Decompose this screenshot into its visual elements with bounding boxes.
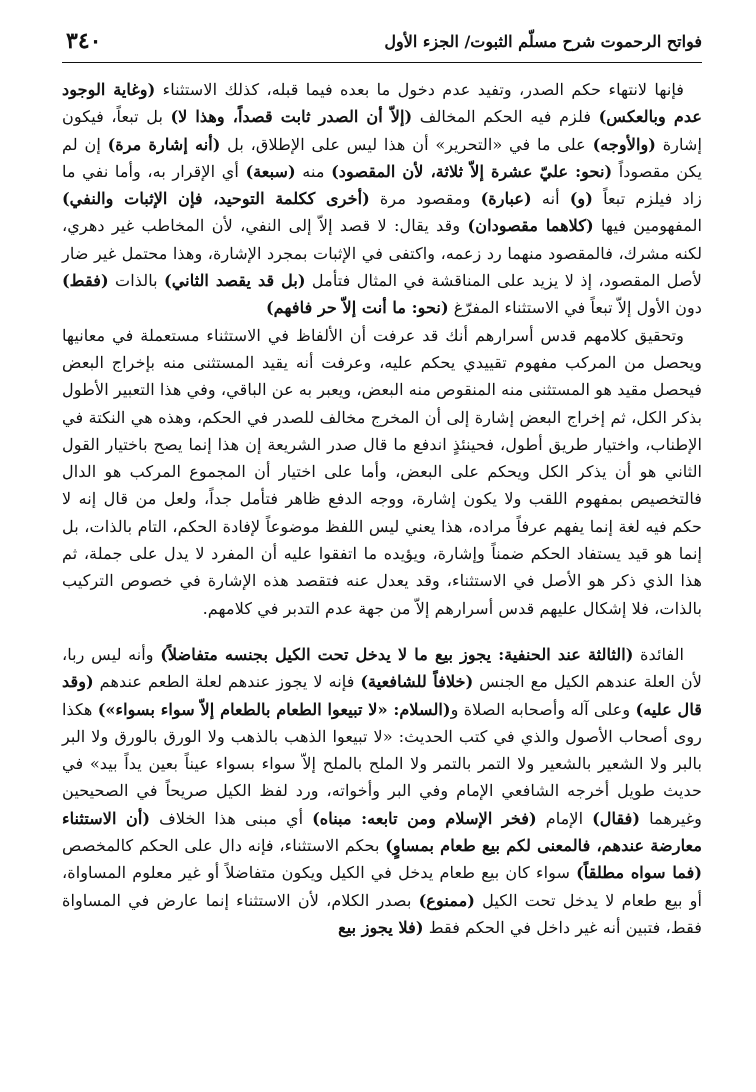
- bold-matn-text: (فلا يجوز بيع: [338, 917, 424, 937]
- commentary-text: دون الأول إلاّ تبعاً في الاستثناء المفرّغ: [448, 298, 702, 318]
- page-header: [62, 30, 702, 64]
- bold-matn-text: (بل قد يقصد الثاني): [164, 271, 306, 291]
- bold-matn-text: (ممنوع): [418, 890, 475, 910]
- bold-matn-text: (سبعة): [245, 161, 296, 181]
- commentary-text: وأنه ليس ربا، لأن العلة عندهم الكيل مع الجنس: [62, 644, 702, 692]
- commentary-text: بالذات: [108, 271, 165, 291]
- bold-matn-text: (فما سواه مطلقاً): [576, 863, 703, 883]
- commentary-text: أي الإقرار به، وأما نفي ما زاد فيلزم تبعاً: [62, 161, 702, 209]
- bold-matn-text: (و): [569, 189, 593, 209]
- commentary-text: فلزم فيه الحكم المخالف: [412, 107, 599, 127]
- bold-matn-text: (أنه إشارة مرة): [107, 134, 221, 154]
- commentary-text: فإنه لا يجوز عندهم لعلة الطعم عندهم: [93, 672, 361, 692]
- commentary-text: وعلى آله وأصحابه الصلاة و: [450, 699, 636, 719]
- commentary-text: الإمام: [536, 808, 593, 828]
- body-paragraph: [62, 76, 702, 322]
- page-body: [62, 76, 702, 941]
- commentary-text: فإنها لانتهاء حكم الصدر، وتفيد عدم دخول ما بعده فيما قبله، كذلك الاستثناء: [155, 80, 684, 99]
- bold-matn-text: (خلافاً للشافعية): [360, 672, 474, 692]
- commentary-text: على ما في «التحرير» أن هذا ليس على الإطلاق، بل: [220, 134, 593, 154]
- bold-matn-text: (أخرى ككلمة التوحيد، فإن الإثبات والنفي): [62, 189, 370, 209]
- bold-matn-text: (أن الاستثناء معارضة عندهم، فالمعنى لكم بيع طعام بمساوٍ): [62, 808, 702, 856]
- body-paragraph: [62, 641, 702, 941]
- commentary-text: وقد يقال: لا قصد إلاّ إلى النفي، لأن المخاطب غير دهري، لكنه مشرك، فالمقصود منهما رد زعمه، واكتفى في الإثبات بمجرد الإشارة، وهذا محتمل غير ضار لأصل المقصود، إذ لا يزيد على المناقشة في المثال فتأمل: [62, 216, 702, 291]
- bold-matn-text: (فقط): [62, 271, 109, 291]
- bold-matn-text: (وغاية الوجود عدم وبالعكس): [62, 80, 703, 127]
- bold-matn-text: (وقد قال عليه): [62, 672, 702, 719]
- commentary-text: بحكم الاستثناء، فإنه دال على الحكم كالمخصص: [62, 836, 386, 856]
- bold-matn-text: (السلام: «لا تبيعوا الطعام بالطعام إلاّ سواء بسواء»): [97, 699, 451, 719]
- bold-matn-text: (الثالثة عند الحنفية: يجوز بيع ما لا يدخل تحت الكيل بجنسه متفاضلاً): [160, 644, 634, 664]
- body-paragraph: [62, 322, 702, 622]
- commentary-text: أي مبنى هذا الخلاف: [150, 808, 313, 828]
- bold-matn-text: (فخر الإسلام ومن تابعه: مبناه): [312, 808, 537, 828]
- commentary-text: الفائدة: [633, 644, 685, 664]
- commentary-text: بصدر الكلام، لأن الاستثناء إنما عارض في المساواة فقط، فتبين أنه غير داخل في الحكم فقط: [62, 890, 702, 937]
- page-number: ٣٤٠: [66, 28, 102, 54]
- commentary-text: المفهومين فيها: [593, 216, 702, 236]
- bold-matn-text: (إلاّ أن الصدر ثابت قصداً، وهذا لا): [170, 107, 413, 127]
- document-page: [62, 30, 702, 941]
- commentary-text: سواء كان بيع طعام يدخل في الكيل ويكون متفاضلاً أو غير معلوم المساواة، أو بيع طعام لا يدخل تحت الكيل: [62, 863, 702, 910]
- bold-matn-text: (كلاهما مقصودان): [467, 216, 594, 236]
- commentary-text: بل تبعاً، فيكون إشارة: [62, 107, 702, 154]
- header-rule: [62, 62, 702, 63]
- bold-matn-text: (نحو: عليّ عشرة إلاّ ثلاثة، لأن المقصود): [331, 161, 613, 181]
- commentary-text: أنه: [531, 189, 570, 209]
- bold-matn-text: (نحو: ما أنت إلاّ حر فافهم): [266, 298, 449, 318]
- commentary-text: منه: [295, 161, 332, 181]
- bold-matn-text: (والأوجه): [592, 134, 656, 154]
- bold-matn-text: (فقال): [592, 808, 641, 828]
- running-title: فواتح الرحموت شرح مسلّم الثبوت/ الجزء الأول: [384, 32, 702, 51]
- commentary-text: إن لم يكن مقصوداً: [62, 134, 703, 181]
- bold-matn-text: (عبارة): [480, 189, 532, 209]
- commentary-text: هكذا روى أصحاب الأصول والذي في كتب الحديث: «لا تبيعوا الذهب بالذهب ولا الورق بالورق ولا البر بالبر ولا الشعير بالشعير ولا التمر بالتمر ولا الملح بالملح إلاّ سواء بسواء عيناً بعين يداً بيد» في حديث طويل أخرجه الشافعي الإمام وفي البر وأخواته، ورد لفظ الكيل صريحاً في الصحيحين وغيرهما: [62, 699, 702, 828]
- commentary-text: وتحقيق كلامهم قدس أسرارهم أنك قد عرفت أن الألفاظ في الاستثناء مستعملة في معانيها ويحصل من المركب مفهوم تقييدي يحكم عليه، وعرفت أنه يقيد المستثنى منه بإخراج البعض فيحصل مقيد هو المستثنى منه المنقوص منه البعض، ويعبر به عن الباقي، وفي هذا التعبير الأطول بذكر الكل، ثم إخراج البعض إشارة إلى أن المخرج مخالف للصدر في الحكم، وهذه هي النكتة في الإطناب، واختيار طريق أطول، فحينئذٍ اندفع ما قال صدر الشريعة إن هذا إنما يصح باختيار القول الثاني هو أن يذكر الكل ويحكم على البعض، وأما على اختيار أن المجموع المركب هو الدال فالتخصيص بمفهوم اللقب ولا يكون إشارة، ووجه الدفع ظاهر فتأمل جداً، ولعل من قال إنه لا حكم فيه لغة إنما يفهم عرفاً مراده، هذا يعني ليس اللفظ موضوعاً لإفادة الحكم، التام بالذات، بل إنما هو قيد يستفاد الحكم ضمناً وإشارة، ويؤيده ما اتفقوا عليه أن المفرد لا يدل على جملة، ثم هذا الذي ذكر هو الأصل في الاستثناء، وقد يعدل عنه فتقصد هذه الإشارة في خصوص التركيب بالذات، فلا إشكال عليهم قدس أسرارهم إلاّ من جهة عدم التدبر في كلامهم.: [62, 325, 702, 618]
- commentary-text: ومقصود مرة: [369, 189, 481, 209]
